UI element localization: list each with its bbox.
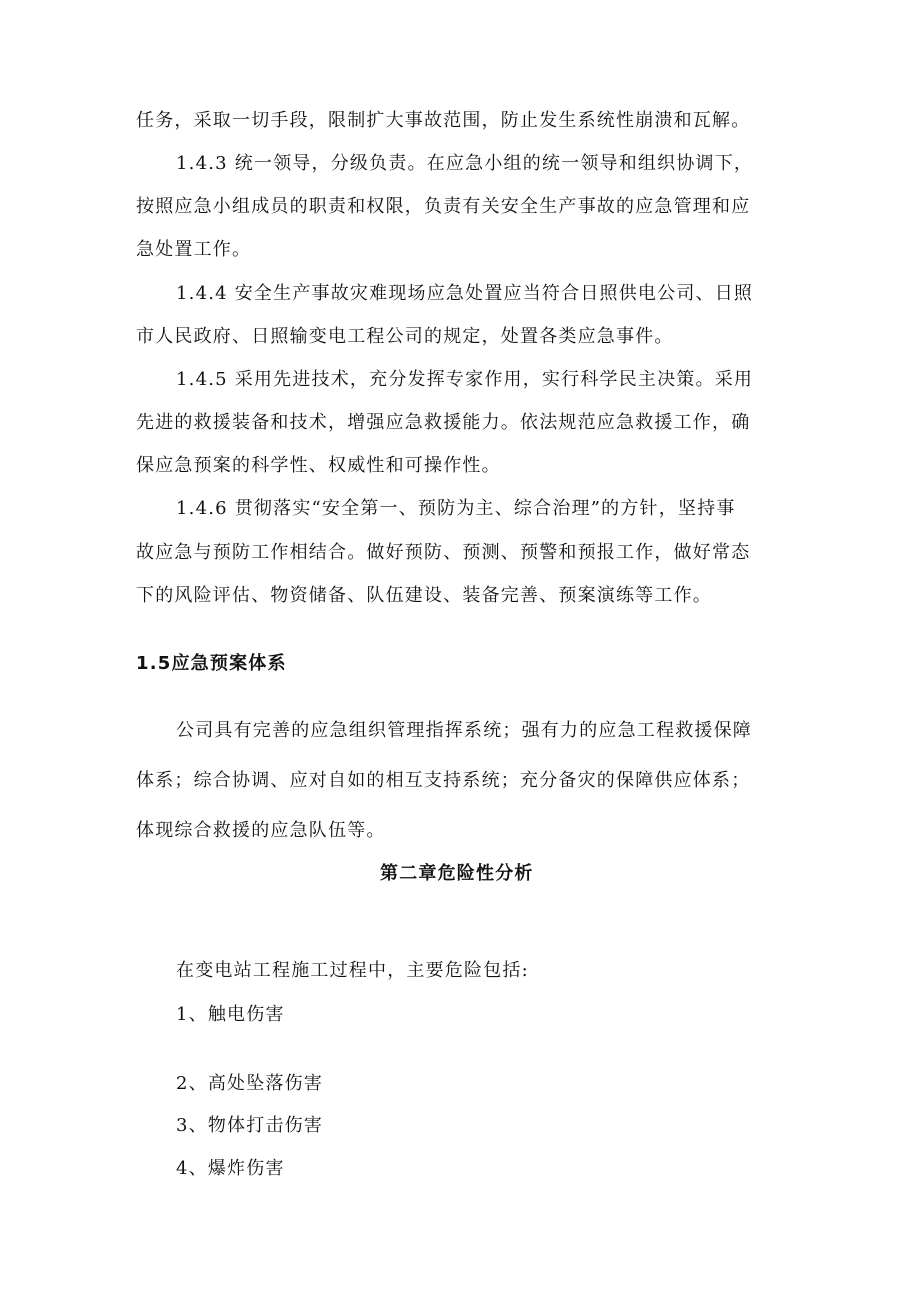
paragraph-line: 1.4.6 贯彻落实“安全第一、预防为主、综合治理”的方针，坚持事 [176,498,736,519]
section-heading-1-5: 1.5应急预案体系 [136,653,287,674]
intro-tail-line: 任务，采取一切手段，限制扩大事故范围，防止发生系统性崩溃和瓦解。 [136,110,751,131]
paragraph-line: 先进的救援装备和技术，增强应急救援能力。依法规范应急救援工作，确 [136,412,751,433]
list-item: 1、触电伤害 [176,1004,285,1025]
paragraph-line: 体系；综合协调、应对自如的相互支持系统；充分备灾的保障供应体系； [136,770,751,791]
chapter-title: 第二章危险性分析 [380,863,534,884]
paragraph-line: 急处置工作。 [136,239,252,260]
paragraph-line: 保应急预案的科学性、权威性和可操作性。 [136,455,501,476]
paragraph-line: 公司具有完善的应急组织管理指挥系统；强有力的应急工程救援保障 [176,720,752,741]
chapter-intro: 在变电站工程施工过程中，主要危险包括: [176,960,529,981]
paragraph-line: 1.4.5 采用先进技术，充分发挥专家作用，实行科学民主决策。采用 [176,369,754,390]
paragraph-line: 故应急与预防工作相结合。做好预防、预测、预警和预报工作，做好常态 [136,542,751,563]
list-item: 3、物体打击伤害 [176,1115,324,1136]
paragraph-line: 市人民政府、日照输变电工程公司的规定，处置各类应急事件。 [136,326,674,347]
paragraph-line: 1.4.4 安全生产事故灾难现场应急处置应当符合日照供电公司、日照 [176,283,754,304]
list-item: 4、爆炸伤害 [176,1158,285,1179]
paragraph-line: 1.4.3 统一领导，分级负责。在应急小组的统一领导和组织协调下， [176,153,754,174]
paragraph-line: 下的风险评估、物资储备、队伍建设、装备完善、预案演练等工作。 [136,585,712,606]
list-item: 2、高处坠落伤害 [176,1073,324,1094]
paragraph-line: 按照应急小组成员的职责和权限，负责有关安全生产事故的应急管理和应 [136,196,751,217]
paragraph-line: 体现综合救援的应急队伍等。 [136,820,386,841]
